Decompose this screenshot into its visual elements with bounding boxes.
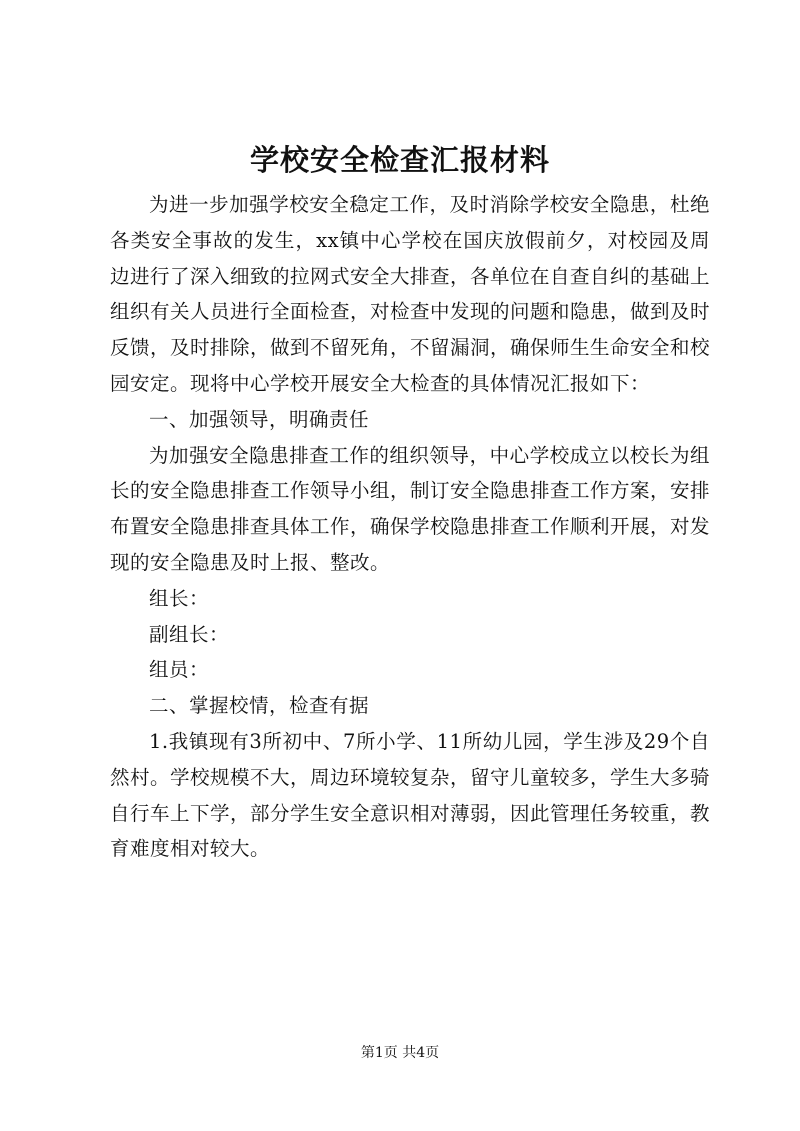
team-members-line: 组员： bbox=[149, 658, 210, 682]
deputy-leader-line: 副组长： bbox=[149, 622, 230, 646]
section-heading-1: 一、加强领导，明确责任 bbox=[149, 407, 370, 431]
section-1-paragraph: 为加强安全隐患排查工作的组织领导，中心学校成立以校长为组长的安全隐患排查工作领导小组，制订安全隐患排查工作方案，安排布置安全隐患排查具体工作，确保学校隐患排查工作顺利开展，对发现的安全隐患及时上报、整改。 bbox=[110, 443, 711, 574]
section-heading-2: 二、掌握校情，检查有据 bbox=[149, 694, 370, 718]
team-leader-line: 组长： bbox=[149, 586, 210, 610]
section-2-paragraph: 1.我镇现有3所初中、7所小学、11所幼儿园，学生涉及29个自然村。学校规模不大，周边环境较复杂，留守儿童较多，学生大多骑自行车上下学，部分学生安全意识相对薄弱，因此管理任务较重，教育难度相对较大。 bbox=[110, 729, 711, 861]
page-number: 第1页 共4页 bbox=[360, 1045, 440, 1061]
intro-paragraph: 为进一步加强学校安全稳定工作，及时消除学校安全隐患，杜绝各类安全事故的发生，xx镇中心学校在国庆放假前夕，对校园及周边进行了深入细致的拉网式安全大排查，各单位在自查自纠的基础上组织有关人员进行全面检查，对检查中发现的问题和隐患，做到及时反馈，及时排除，做到不留死角，不留漏洞，确保师生生命安全和校园安定。现将中心学校开展安全大检查的具体情况汇报如下： bbox=[110, 193, 711, 395]
document-title: 学校安全检查汇报材料 bbox=[249, 143, 550, 177]
document-body bbox=[110, 187, 710, 867]
